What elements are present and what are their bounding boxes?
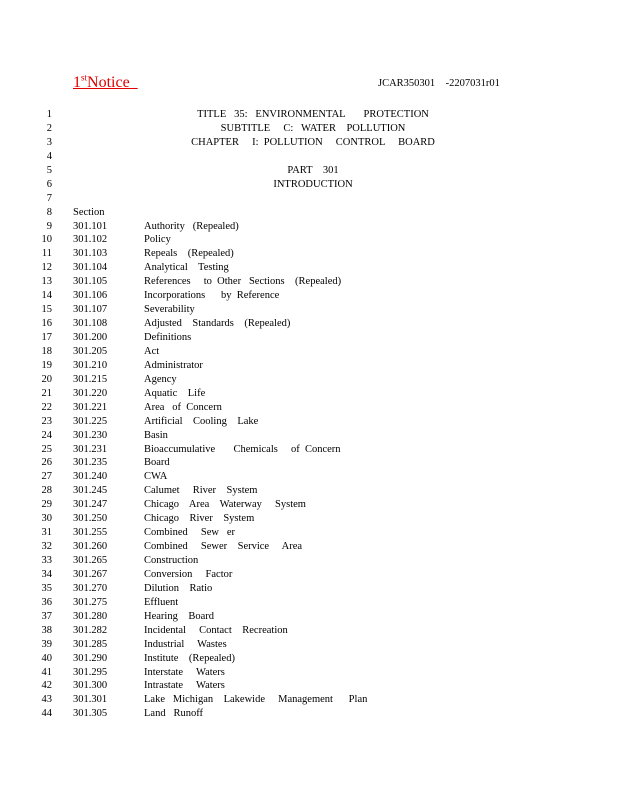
line-number: 38: [41, 624, 52, 636]
section-title: Combined Sew er: [144, 527, 235, 539]
line-number: 30: [41, 513, 52, 525]
section-row: [0, 303, 618, 317]
section-title: Lake Michigan Lakewide Management Plan: [144, 694, 368, 706]
section-title: CWA: [144, 471, 168, 483]
section-title: Chicago River System: [144, 513, 255, 525]
section-number: 301.270: [73, 582, 108, 594]
section-number: 301.104: [73, 262, 108, 274]
line-number: 31: [41, 527, 52, 539]
line-number: 11: [41, 248, 52, 260]
section-row: [0, 261, 618, 275]
section-title: Area of Concern: [144, 401, 222, 413]
line-number: 39: [41, 638, 52, 650]
heading-text: INTRODUCTION: [273, 178, 353, 190]
heading-line: [0, 164, 618, 178]
section-row: [0, 456, 618, 470]
line-number: 1: [46, 109, 52, 120]
section-number: 301.106: [73, 290, 108, 302]
line-number: 41: [41, 666, 52, 678]
document-body: [0, 108, 618, 721]
section-row: [0, 568, 618, 582]
section-row: [0, 415, 618, 429]
section-row: [0, 331, 618, 345]
heading-line: [0, 136, 618, 150]
section-number: 301.260: [73, 541, 108, 553]
line-number: 27: [41, 471, 52, 483]
section-row: [0, 707, 618, 721]
line-number: 22: [41, 401, 52, 413]
section-title: References to Other Sections (Repealed): [144, 276, 342, 288]
section-row: [0, 596, 618, 610]
line-number: 29: [41, 499, 52, 511]
section-row: [0, 317, 618, 331]
section-title: Construction: [144, 555, 199, 566]
section-title: Combined Sewer Service Area: [144, 541, 303, 553]
section-row: [0, 387, 618, 401]
line-number: 42: [41, 680, 52, 692]
section-number: 301.282: [73, 624, 108, 636]
section-row: [0, 401, 618, 415]
section-title: Interstate Waters: [144, 666, 225, 678]
section-title: Effluent: [144, 596, 179, 608]
section-number: 301.265: [73, 555, 108, 566]
section-number: 301.225: [73, 415, 108, 427]
section-title: Hearing Board: [144, 610, 214, 622]
section-title: Aquatic Life: [144, 387, 206, 399]
line-number: 26: [41, 457, 52, 469]
section-number: 301.280: [73, 610, 108, 622]
section-number: 301.301: [73, 694, 108, 706]
line-number: 13: [41, 276, 52, 288]
section-number: 301.231: [73, 443, 108, 455]
section-row: [0, 233, 618, 247]
section-number: 301.221: [73, 401, 108, 413]
line-number: 12: [41, 262, 52, 274]
heading-text: PART 301: [287, 164, 339, 176]
section-label-line: [0, 206, 618, 220]
section-title: Bioaccumulative Chemicals of Concern: [144, 443, 341, 455]
line-number: 9: [46, 220, 52, 232]
section-number: 301.102: [73, 234, 108, 246]
section-row: [0, 289, 618, 303]
section-title: Analytical Testing: [144, 262, 229, 274]
section-title: Intrastate Waters: [144, 680, 225, 692]
section-row: [0, 247, 618, 261]
section-row: [0, 666, 618, 680]
section-number: 301.107: [73, 304, 108, 316]
line-number: 32: [41, 541, 52, 553]
notice-label: 1stNotice: [73, 72, 130, 91]
section-row: [0, 345, 618, 359]
document-id: JCAR350301 -2207031r01: [378, 78, 500, 89]
section-number: 301.215: [73, 373, 108, 385]
line-number: 44: [41, 708, 52, 720]
line-number: 3: [46, 136, 52, 148]
line-number: 24: [41, 429, 52, 441]
section-row: [0, 275, 618, 289]
line-number: 7: [46, 192, 52, 204]
line-number: 23: [41, 415, 52, 427]
heading-text: SUBTITLE C: WATER POLLUTION: [220, 122, 406, 134]
line-number: 36: [41, 596, 52, 608]
line-number: 33: [41, 555, 52, 566]
section-number: 301.108: [73, 318, 108, 330]
section-row: [0, 554, 618, 568]
line-number: 10: [41, 234, 52, 246]
section-number: 301.210: [73, 359, 108, 371]
section-number: 301.247: [73, 499, 108, 511]
heading-line: [0, 122, 618, 136]
line-number: 14: [41, 290, 52, 302]
section-row: [0, 610, 618, 624]
line-number: 2: [46, 122, 52, 134]
line-number: 4: [46, 150, 52, 162]
section-number: 301.230: [73, 429, 108, 441]
line-number: 40: [41, 652, 52, 664]
line-number: 21: [41, 387, 52, 399]
section-row: [0, 373, 618, 387]
heading-text: TITLE 35: ENVIRONMENTAL PROTECTION: [197, 109, 429, 120]
heading-line: [0, 178, 618, 192]
section-row: [0, 359, 618, 373]
heading-line: [0, 192, 618, 206]
section-title: Incorporations by Reference: [144, 290, 280, 302]
section-label: Section: [73, 206, 105, 218]
section-row: [0, 638, 618, 652]
section-number: 301.200: [73, 332, 108, 343]
heading-text: CHAPTER I: POLLUTION CONTROL BOARD: [191, 136, 435, 148]
section-title: Agency: [144, 373, 177, 385]
heading-line: [0, 108, 618, 122]
section-number: 301.235: [73, 457, 108, 469]
section-number: 301.250: [73, 513, 108, 525]
line-number: 28: [41, 485, 52, 497]
section-title: Land Runoff: [144, 708, 204, 720]
line-number: 18: [41, 345, 52, 357]
section-row: [0, 484, 618, 498]
section-number: 301.300: [73, 680, 108, 692]
section-title: Authority (Repealed): [144, 220, 239, 232]
section-title: Dilution Ratio: [144, 582, 213, 594]
line-number: 6: [46, 178, 52, 190]
section-number: 301.285: [73, 638, 108, 650]
section-title: Artificial Cooling Lake: [144, 415, 259, 427]
section-number: 301.267: [73, 568, 108, 580]
section-title: Adjusted Standards (Repealed): [144, 318, 291, 330]
section-title: Act: [144, 345, 160, 357]
section-row: [0, 582, 618, 596]
section-row: [0, 429, 618, 443]
section-number: 301.275: [73, 596, 108, 608]
section-number: 301.240: [73, 471, 108, 483]
section-title: Severability: [144, 304, 195, 316]
section-title: Definitions: [144, 332, 192, 343]
section-title: Policy: [144, 234, 171, 246]
section-row: [0, 652, 618, 666]
section-title: Administrator: [144, 359, 203, 371]
heading-line: [0, 150, 618, 164]
section-title: Repeals (Repealed): [144, 248, 234, 260]
section-title: Incidental Contact Recreation: [144, 624, 288, 636]
line-number: 43: [41, 694, 52, 706]
line-number: 16: [41, 318, 52, 330]
section-row: [0, 693, 618, 707]
section-title: Institute (Repealed): [144, 652, 235, 664]
section-number: 301.255: [73, 527, 108, 539]
line-number: 37: [41, 610, 52, 622]
section-row: [0, 498, 618, 512]
section-number: 301.103: [73, 248, 108, 260]
section-title: Board: [144, 457, 170, 469]
page-header: [73, 74, 513, 94]
section-number: 301.305: [73, 708, 108, 720]
section-number: 301.295: [73, 666, 108, 678]
section-row: [0, 624, 618, 638]
line-number: 25: [41, 443, 52, 455]
line-number: 19: [41, 359, 52, 371]
line-number: 20: [41, 373, 52, 385]
line-number: 15: [41, 304, 52, 316]
section-row: [0, 470, 618, 484]
section-title: Industrial Wastes: [144, 638, 227, 650]
line-number: 8: [46, 206, 52, 218]
section-row: [0, 679, 618, 693]
section-title: Basin: [144, 429, 168, 441]
section-number: 301.245: [73, 485, 108, 497]
section-number: 301.205: [73, 345, 108, 357]
section-number: 301.220: [73, 387, 108, 399]
section-row: [0, 540, 618, 554]
line-number: 17: [41, 332, 52, 343]
section-row: [0, 526, 618, 540]
section-number: 301.105: [73, 276, 108, 288]
section-row: [0, 443, 618, 457]
line-number: 34: [41, 568, 52, 580]
section-row: [0, 220, 618, 234]
line-number: 35: [41, 582, 52, 594]
section-row: [0, 512, 618, 526]
section-title: Chicago Area Waterway System: [144, 499, 306, 511]
section-number: 301.101: [73, 220, 108, 232]
section-title: Conversion Factor: [144, 568, 233, 580]
section-number: 301.290: [73, 652, 108, 664]
section-title: Calumet River System: [144, 485, 258, 497]
line-number: 5: [46, 164, 52, 176]
